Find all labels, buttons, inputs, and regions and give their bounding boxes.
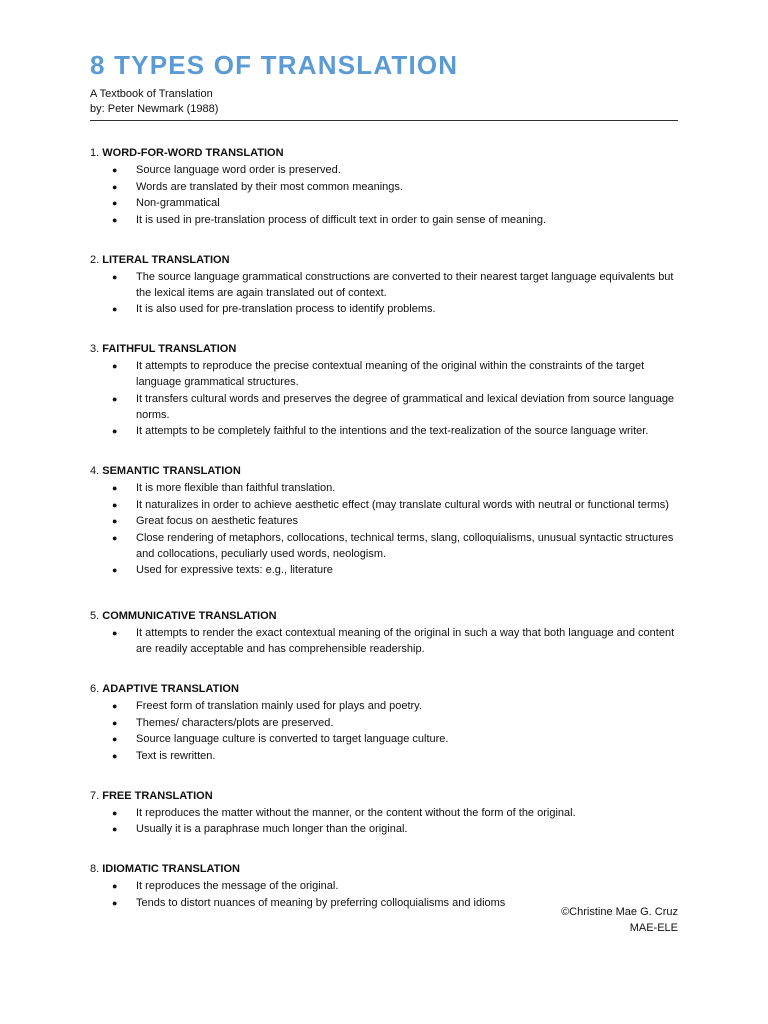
- list-item-text: Usually it is a paraphrase much longer than the original.: [136, 823, 408, 835]
- section-heading: [90, 608, 678, 624]
- section-5: [90, 608, 678, 657]
- bullet-icon: ●: [112, 361, 118, 371]
- bullet-list: [90, 358, 678, 439]
- list-item-text: It attempts to render the exact contextual meaning of the original in such a way that both language and content are readily acceptable and has comprehensible readership.: [136, 627, 675, 655]
- bullet-icon: ●: [112, 426, 118, 436]
- list-item-text: Great focus on aesthetic features: [136, 515, 299, 527]
- section-heading: [90, 861, 678, 877]
- section-6: [90, 681, 678, 764]
- list-item-text: It reproduces the message of the original.: [136, 880, 339, 892]
- list-item: [90, 698, 678, 714]
- section-name: WORD-FOR-WORD TRANSLATION: [102, 147, 284, 159]
- list-item-text: Used for expressive texts: e.g., literature: [136, 564, 333, 576]
- bullet-icon: ●: [112, 181, 118, 192]
- section-name: FREE TRANSLATION: [102, 789, 213, 802]
- list-item-text: It transfers cultural words and preserves the degree of grammatical and lexical deviation from source language norms.: [136, 392, 675, 421]
- section-4: [90, 463, 678, 578]
- section-heading: [90, 341, 678, 357]
- bullet-icon: ●: [112, 214, 118, 225]
- list-item: [90, 562, 678, 578]
- section-heading: [90, 681, 678, 697]
- translation-types-list: [90, 145, 678, 911]
- list-item: [90, 878, 678, 894]
- bullet-list: [90, 480, 678, 578]
- bullet-list: [90, 162, 678, 228]
- section-name: COMMUNICATIVE TRANSLATION: [102, 610, 277, 622]
- section-heading: [90, 252, 678, 268]
- bullet-icon: ●: [112, 165, 118, 175]
- list-item: [90, 480, 678, 496]
- list-item-text: Freest form of translation mainly used for plays and poetry.: [136, 700, 422, 712]
- section-name: SEMANTIC TRANSLATION: [102, 465, 241, 477]
- list-item: [90, 162, 678, 178]
- section-name: FAITHFUL TRANSLATION: [102, 343, 237, 355]
- document-footer: [561, 904, 678, 936]
- section-number: 7.: [90, 789, 100, 802]
- list-item: [90, 513, 678, 529]
- bullet-icon: ●: [112, 824, 118, 834]
- document-page: [90, 48, 678, 911]
- list-item: [90, 497, 678, 513]
- bullet-icon: ●: [112, 701, 118, 711]
- list-item-text: The source language grammatical constructions are converted to their nearest target language equivalents but the lexical items are again translated out of context.: [136, 270, 674, 299]
- list-item: [90, 731, 678, 747]
- section-heading: [90, 788, 678, 804]
- bullet-list: [90, 625, 678, 657]
- bullet-icon: ●: [112, 271, 118, 282]
- list-item: [90, 179, 678, 195]
- bullet-icon: ●: [112, 628, 118, 638]
- list-item: [90, 625, 678, 657]
- header-divider: [90, 120, 678, 121]
- section-name: LITERAL TRANSLATION: [102, 253, 230, 266]
- list-item-text: Tends to distort nuances of meaning by preferring colloquialisms and idioms: [136, 896, 506, 909]
- bullet-icon: ●: [112, 807, 118, 818]
- bullet-icon: ●: [112, 734, 118, 744]
- list-item-text: It is also used for pre-translation process to identify problems.: [136, 303, 436, 315]
- bullet-list: [90, 269, 678, 318]
- list-item: [90, 195, 678, 211]
- bullet-icon: ●: [112, 198, 118, 208]
- list-item-text: It attempts to reproduce the precise contextual meaning of the original within the constraints of the target language grammatical structures.: [136, 360, 645, 388]
- bullet-icon: ●: [112, 897, 118, 908]
- list-item: [90, 301, 678, 317]
- section-3: [90, 341, 678, 439]
- list-item: [90, 715, 678, 731]
- bullet-icon: ●: [112, 393, 118, 404]
- list-item: [90, 423, 678, 439]
- section-number: 6.: [90, 683, 100, 695]
- bullet-icon: ●: [112, 881, 118, 891]
- list-item: [90, 748, 678, 764]
- bullet-icon: ●: [112, 304, 118, 314]
- bullet-icon: ●: [112, 532, 118, 543]
- bullet-list: [90, 805, 678, 838]
- section-number: 1.: [90, 147, 100, 159]
- bullet-icon: ●: [112, 516, 118, 526]
- list-item-text: Words are translated by their most common meanings.: [136, 180, 403, 193]
- bullet-icon: ●: [112, 750, 118, 761]
- list-item-text: Source language word order is preserved.: [136, 164, 341, 176]
- list-item-text: It is more flexible than faithful translation.: [136, 482, 336, 494]
- section-name: ADAPTIVE TRANSLATION: [102, 683, 239, 695]
- section-number: 3.: [90, 343, 100, 355]
- bullet-icon: ●: [112, 565, 118, 575]
- list-item-text: It naturalizes in order to achieve aesthetic effect (may translate cultural words with neutral or functional terms): [136, 498, 669, 511]
- list-item: [90, 821, 678, 837]
- bullet-icon: ●: [112, 483, 118, 493]
- list-item: [90, 212, 678, 228]
- footer-program: MAE-ELE: [629, 922, 678, 934]
- section-1: [90, 145, 678, 228]
- section-number: 4.: [90, 465, 100, 477]
- list-item: [90, 805, 678, 821]
- section-number: 8.: [90, 863, 100, 875]
- bullet-list: [90, 698, 678, 764]
- list-item-text: Text is rewritten.: [136, 749, 216, 762]
- bullet-icon: ●: [112, 499, 118, 510]
- list-item: [90, 269, 678, 301]
- section-name: IDIOMATIC TRANSLATION: [102, 863, 240, 875]
- list-item: [90, 530, 678, 562]
- source-book-title: A Textbook of Translation: [90, 88, 213, 100]
- list-item: [90, 358, 678, 390]
- section-heading: [90, 145, 678, 161]
- source-book-author: by: Peter Newmark (1988): [90, 103, 219, 115]
- list-item-text: Source language culture is converted to target language culture.: [136, 733, 449, 745]
- list-item-text: It reproduces the matter without the manner, or the content without the form of the original.: [136, 806, 576, 819]
- section-2: [90, 252, 678, 318]
- section-number: 5.: [90, 610, 100, 622]
- section-number: 2.: [90, 253, 100, 266]
- page-title: 8 TYPES OF TRANSLATION: [90, 50, 459, 80]
- bullet-icon: ●: [112, 717, 118, 728]
- list-item-text: It is used in pre-translation process of difficult text in order to gain sense of meaning.: [136, 213, 547, 226]
- list-item-text: Non-grammatical: [136, 197, 220, 209]
- section-heading: [90, 463, 678, 479]
- list-item-text: Themes/ characters/plots are preserved.: [136, 716, 334, 729]
- list-item: [90, 391, 678, 423]
- footer-author: ©Christine Mae G. Cruz: [561, 906, 678, 918]
- section-7: [90, 788, 678, 838]
- list-item-text: It attempts to be completely faithful to the intentions and the text-realization of the source language writer.: [136, 425, 649, 437]
- list-item-text: Close rendering of metaphors, collocations, technical terms, slang, colloquialisms, unusual syntactic structures and collocations, peculiarly used words, neologism.: [136, 531, 674, 560]
